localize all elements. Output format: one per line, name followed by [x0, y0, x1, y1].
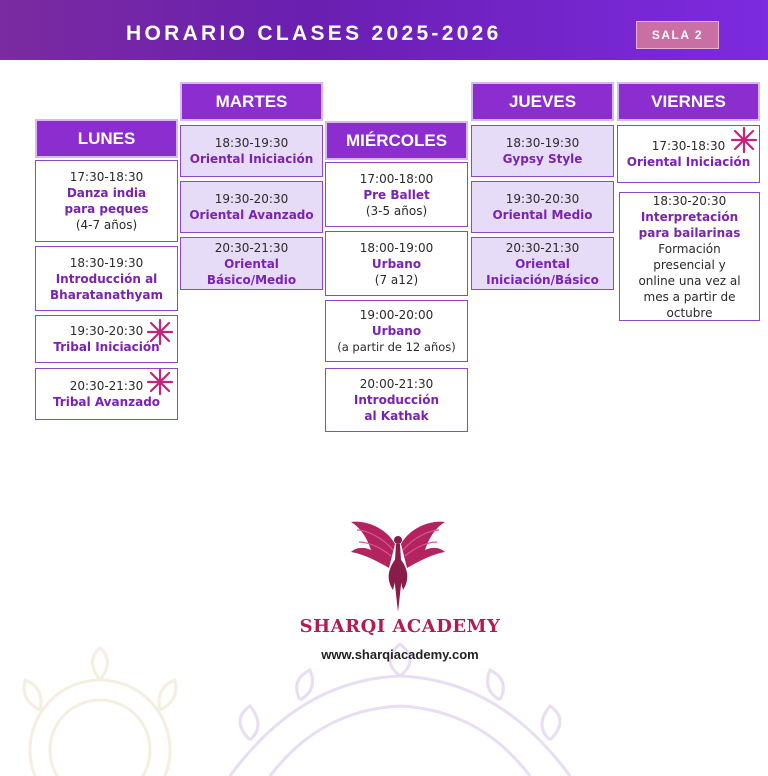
class-time: 17:30-18:30	[69, 170, 144, 184]
day-header-jueves: JUEVES	[471, 82, 614, 121]
class-card-jueves-3	[471, 237, 614, 290]
winged-dancer-logo-icon	[345, 516, 451, 616]
class-name: Urbano	[371, 256, 422, 271]
class-note: (a partir de 12 años)	[337, 340, 456, 354]
class-time: 19:30-20:30	[214, 192, 289, 206]
class-time: 17:00-18:00	[359, 171, 434, 186]
class-name: Gypsy Style	[502, 152, 583, 166]
class-time: 20:30-21:30	[214, 240, 289, 255]
class-card-miercoles-4	[325, 368, 468, 432]
class-time: 20:30-21:30	[505, 240, 580, 255]
class-note: Formación presencial y online una vez al mes a partir de octubre	[638, 241, 741, 320]
class-card-martes-3	[180, 237, 323, 290]
class-name: Tribal Iniciación	[53, 340, 160, 354]
class-name: Oriental Iniciación	[189, 152, 314, 166]
class-name: Oriental Iniciación	[626, 155, 751, 169]
class-card-viernes-2	[619, 192, 760, 321]
class-time: 18:00-19:00	[359, 240, 434, 255]
class-time: 18:30-20:30	[652, 193, 727, 208]
day-header-viernes: VIERNES	[617, 82, 760, 121]
class-card-lunes-2	[35, 246, 178, 311]
day-header-miercoles: MIÉRCOLES	[325, 121, 468, 160]
website-link[interactable]: www.sharqiacademy.com	[321, 647, 479, 662]
new-class-star-icon	[146, 368, 174, 396]
room-badge: SALA 2	[636, 21, 719, 49]
class-time: 18:30-19:30	[69, 255, 144, 270]
class-time: 19:30-20:30	[505, 192, 580, 206]
new-class-star-icon	[146, 318, 174, 346]
class-card-lunes-1	[35, 160, 178, 242]
header-bar	[0, 0, 768, 60]
class-card-miercoles-3	[325, 300, 468, 362]
class-note: (3-5 años)	[365, 203, 428, 218]
class-name: Oriental Medio	[492, 208, 593, 222]
class-name: Introducción al Kathak	[353, 393, 440, 423]
class-card-miercoles-2	[325, 231, 468, 296]
brand-name: SHARQI ACADEMY	[299, 616, 501, 637]
class-name: Danza india para peques	[64, 186, 149, 216]
class-name: Urbano	[371, 324, 422, 338]
class-name: Oriental Básico/Medio	[206, 256, 297, 287]
class-card-martes-1	[180, 125, 323, 177]
class-time: 18:30-19:30	[505, 136, 580, 150]
class-time: 20:00-21:30	[359, 377, 434, 391]
class-note: (7 a12)	[374, 272, 419, 287]
class-note: (4-7 años)	[75, 218, 138, 232]
page-title: HORARIO CLASES 2025-2026	[126, 22, 502, 45]
day-header-lunes: LUNES	[35, 119, 178, 158]
class-time: 20:30-21:30	[69, 379, 144, 393]
class-card-jueves-1	[471, 125, 614, 177]
class-name: Oriental Iniciación/Básico	[486, 256, 599, 287]
class-card-martes-2	[180, 181, 323, 233]
new-class-star-icon	[730, 126, 758, 154]
class-card-jueves-2	[471, 181, 614, 233]
class-name: Introducción al Bharatanathyam	[50, 271, 163, 302]
class-card-miercoles-1	[325, 162, 468, 227]
class-name: Tribal Avanzado	[52, 395, 161, 409]
class-time: 18:30-19:30	[214, 136, 289, 150]
class-time: 19:00-20:00	[359, 308, 434, 322]
class-time: 17:30-18:30	[651, 139, 726, 153]
class-name: Oriental Avanzado	[189, 208, 314, 222]
class-time: 19:30-20:30	[69, 324, 144, 338]
class-name: Pre Ballet	[363, 187, 430, 202]
day-header-martes: MARTES	[180, 82, 323, 121]
class-name: Interpretación para bailarinas	[638, 209, 741, 240]
